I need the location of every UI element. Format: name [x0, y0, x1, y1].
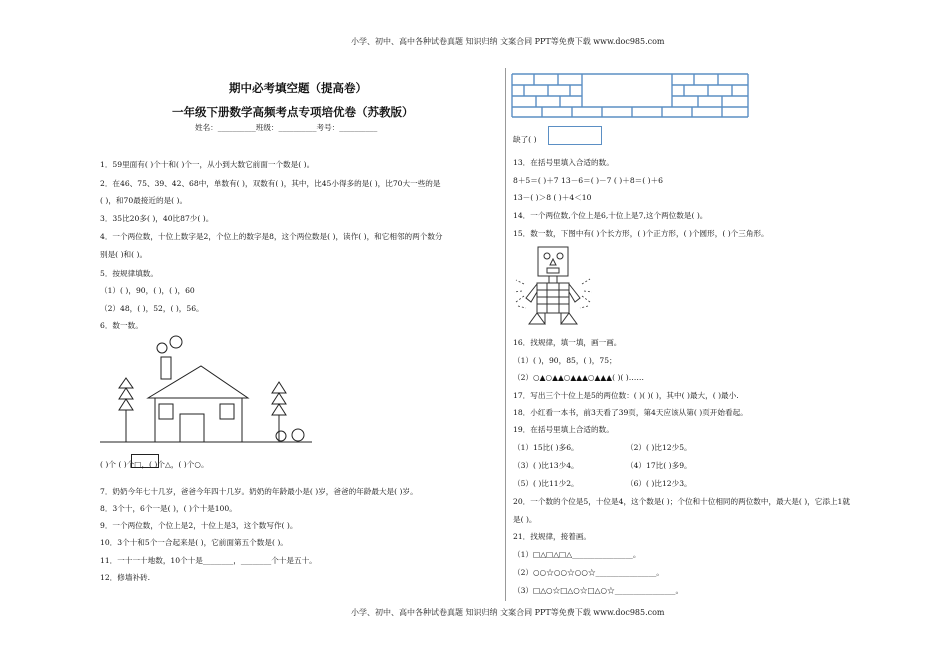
- question-21: 21．找规律，接着画。: [513, 532, 592, 541]
- question-4-cont: 别是( )和( )。: [100, 250, 148, 259]
- question-14: 14．一个两位数,个位上是6,十位上是7,这个两位数是( )。: [513, 211, 708, 220]
- question-12: 12．修墙补砖.: [100, 573, 151, 582]
- question-8: 8．3个十，6个一是( )，( )个十是100。: [100, 504, 237, 513]
- robot-figure: [512, 244, 602, 329]
- question-11: 11．一十一十地数，10个十是________，________个十是五十。: [100, 556, 317, 565]
- question-19-6: （6）( )比12少3。: [626, 479, 692, 488]
- question-13-row2: 13－( )＞8 ( )＋4＜10: [513, 193, 592, 202]
- question-19: 19．在括号里填上合适的数。: [513, 425, 614, 434]
- question-7: 7．奶奶今年七十几岁，爸爸今年四十几岁。奶奶的年龄最小是( )岁，爸爸的年龄最大是( )岁。: [100, 487, 418, 496]
- question-19-2: （2）( )比12少5。: [626, 443, 692, 452]
- question-9: 9．一个两位数，个位上是2，十位上是3，这个数写作( )。: [100, 521, 298, 530]
- page-header: 小学、初中、高中各种试卷真题 知识归纳 文案合同 PPT等免费下载 www.doc985.com: [351, 37, 665, 46]
- title-sub: 一年级下册数学高频考点专项培优卷（苏教版）: [172, 105, 414, 119]
- question-4: 4．一个两位数，十位上数字是2，个位上的数字是8，这个两位数是( )，读作( )，和它相邻的两个数分: [100, 232, 443, 241]
- question-16: 16．找规律，填一填，画一画。: [513, 338, 622, 347]
- question-15: 15．数一数，下图中有( )个长方形，( )个正方形，( )个圆形，( )个三角形。: [513, 229, 769, 238]
- question-19-5: （5）( )比11少2。: [513, 479, 579, 488]
- title-main: 期中必考填空题（提高卷）: [229, 81, 367, 95]
- brick-wall-figure: [512, 70, 748, 120]
- question-17: 17．写出三个十位上是5的两位数：( )( )( )，其中( )最大，( )最小.: [513, 391, 739, 400]
- question-19-1: （1）15比( )多6。: [513, 443, 579, 452]
- question-18: 18．小红看一本书，前3天看了39页，第4天应该从第( )页开始看起。: [513, 408, 748, 417]
- question-3: 3．35比20多( )，40比87少( )。: [100, 214, 214, 223]
- question-21-2: （2）○○☆○○☆○○☆________________。: [513, 568, 664, 577]
- student-info-line: 姓名：__________班级：__________考号：__________: [195, 123, 378, 132]
- missing-label: 缺了( ): [513, 135, 537, 144]
- question-10: 10．3个十和5个一合起来是( )，它前面第五个数是( )。: [100, 538, 288, 547]
- column-divider: [505, 68, 506, 601]
- question-16-2: （2）○▲○▲▲○▲▲▲○▲▲▲( )( )……: [513, 373, 644, 382]
- question-5-1: （1）( )，90，( )，( )，60: [100, 286, 195, 295]
- house-figure: [98, 330, 318, 445]
- question-20: 20．一个数的个位是5，十位是4，这个数是( )；个位和十位相同的两位数中，最大是( )，它添上1就: [513, 497, 850, 506]
- missing-piece-box: [548, 126, 602, 145]
- question-2-cont: ( )，和70最接近的是( )。: [100, 196, 188, 205]
- question-2: 2．在46、75、39、42、68中，单数有( )，双数有( )，其中，比45小得多的是( )，比70大一些的是: [100, 179, 441, 188]
- question-5-2: （2）48，( )，52，( )，56。: [100, 304, 204, 313]
- question-6: 6．数一数。: [100, 321, 143, 330]
- question-20-cont: 是( )。: [513, 515, 537, 524]
- question-19-4: （4）17比( )多9。: [626, 461, 692, 470]
- question-13-row1: 8＋5＝( )＋7 13－6＝( )－7 ( )＋8＝( )＋6: [513, 176, 664, 185]
- question-16-1: （1）( )，90，85，( )，75；: [513, 356, 617, 365]
- page-footer: 小学、初中、高中各种试卷真题 知识归纳 文案合同 PPT等免费下载 www.doc985.com: [351, 608, 665, 617]
- question-19-3: （3）( )比13少4。: [513, 461, 579, 470]
- question-5: 5．按规律填数。: [100, 269, 158, 278]
- question-21-1: （1）□△□△□△________________。: [513, 550, 641, 559]
- question-13: 13．在括号里填入合适的数。: [513, 158, 614, 167]
- rectangle-shape: [131, 454, 159, 468]
- question-21-3: （3）□△○☆□△○☆□△○☆________________。: [513, 586, 684, 595]
- question-6-answers: ( )个 ( )个□，( )个△，( )个○。: [100, 460, 209, 469]
- question-1: 1．59里面有( )个十和( )个一，从小到大数它前面一个数是( )。: [100, 160, 315, 169]
